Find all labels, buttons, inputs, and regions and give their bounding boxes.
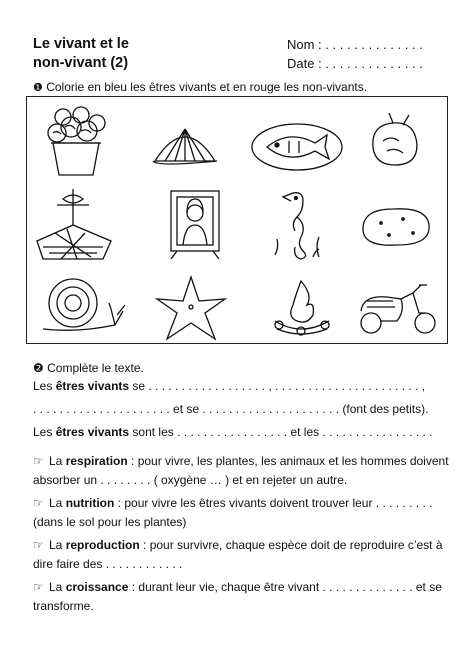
fill-line-1: Les êtres vivants se . . . . . . . . . . . . . . . . . . , . . . . . . . . . . . . . . . . . . . . . . , [33, 379, 426, 393]
picture-frame-box [26, 96, 448, 344]
potted-plant-icon[interactable] [35, 105, 113, 177]
snail-icon[interactable] [37, 275, 129, 337]
picture-frame-icon[interactable] [167, 187, 223, 259]
exercise2-number: ❷ [33, 361, 44, 375]
student-info [287, 35, 423, 73]
seahorse-icon[interactable] [269, 187, 329, 261]
starfish-icon[interactable] [153, 273, 229, 343]
definition-respiration: ☞ La respiration : pour vivre, les plantes, les animaux et les hommes doivent absorber un . . . . . . . . ( oxygène … ) et en rejeter un autre. [33, 454, 449, 487]
fish-on-plate-icon[interactable] [249, 121, 345, 173]
roast-chicken-icon[interactable] [363, 111, 427, 171]
fill-line-3: Les êtres vivants sont les . . . . . . . . . . . . . . . . . et les . . . . . . . . . . . . . . . . . [33, 425, 433, 439]
campfire-icon[interactable] [267, 275, 337, 337]
name-field[interactable]: Nom : . . . . . . . . . . . . . . [287, 37, 423, 52]
weather-vane-icon[interactable] [33, 185, 115, 261]
exercise1-instruction [33, 80, 367, 94]
definitions-list [33, 452, 453, 618]
worksheet-title [33, 35, 129, 73]
pointing-hand-icon: ☞ [33, 496, 44, 510]
scooter-icon[interactable] [353, 281, 443, 337]
pointing-hand-icon: ☞ [33, 538, 44, 552]
definition-reproduction: ☞ La reproduction : pour survivre, chaque espèce doit de reproduire c’est à dire faire des . . . . . . . . . . . . [33, 538, 443, 571]
potato-icon[interactable] [357, 203, 435, 251]
shell-icon[interactable] [145, 119, 225, 169]
pointing-hand-icon: ☞ [33, 454, 44, 468]
exercise1-text: Colorie en bleu les êtres vivants et en rouge les non-vivants. [46, 80, 368, 94]
title-line-2: non-vivant (2) [33, 55, 129, 71]
fill-in-text [33, 377, 453, 442]
exercise1-number: ❶ [33, 82, 43, 94]
fill-line-2[interactable]: . . . . . . . . . . . . . . . . . . . . . et se . . . . . . . . . . . . . . . . . . . . . (font des petits). [33, 402, 429, 416]
definition-croissance: ☞ La croissance : durant leur vie, chaque être vivant . . . . . . . . . . . . . . et se transforme. [33, 580, 442, 613]
date-field[interactable]: Date : . . . . . . . . . . . . . . [287, 56, 423, 71]
exercise2-instruction [33, 361, 144, 375]
title-line-1: Le vivant et le [33, 36, 129, 52]
definition-nutrition: ☞ La nutrition : pour vivre les êtres vivants doivent trouver leur . . . . . . . . . (dans le sol pour les plantes) [33, 496, 433, 529]
pointing-hand-icon: ☞ [33, 580, 44, 594]
exercise2-text: Complète le texte. [47, 361, 144, 375]
